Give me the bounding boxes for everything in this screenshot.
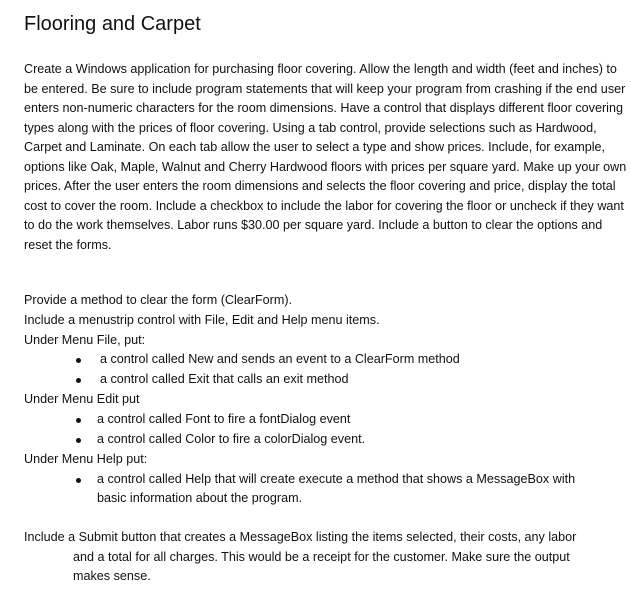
submit-line-2: and a total for all charges. This would be a receipt for the customer. Make sure the output [73,550,570,564]
page-title: Flooring and Carpet [24,13,201,35]
help-item-line2: basic information about the program. [97,491,303,505]
submit-line-1: Include a Submit button that creates a MessageBox listing the items selected, their costs, any labor [24,530,577,544]
bullet-icon [76,418,81,423]
edit-item-color: a control called Color to fire a colorDialog event. [97,432,366,446]
edit-menu-header: Under Menu Edit put [24,392,140,406]
intro-paragraph: Create a Windows application for purchasing floor covering. Allow the length and width (feet and inches) to be entered. Be sure to include program statements that will keep your program from crashing if the end user enters non-numeric characters for the room dimensions. Have a control that displays different floor covering types along with the prices of floor covering. Using a tab control, provide selections such as Hardwood, Carpet and Laminate. On each tab allow the user to select a type and show prices. Include, for example, options like Oak, Maple, Walnut and Cherry Hardwood floors with prices per square yard. Make up your own prices. After the user enters the room dimensions and selects the floor covering and price, display the total cost to cover the room. Include a checkbox to include the labor for covering the floor or uncheck if they want to do the work themselves. Labor runs $30.00 per square yard. Include a button to clear the options and reset the forms. [24,62,627,252]
bullet-icon [76,358,81,363]
help-item-line1: a control called Help that will create execute a method that shows a MessageBox with [97,472,576,486]
help-menu-header: Under Menu Help put: [24,452,148,466]
file-item-new: a control called New and sends an event to a ClearForm method [100,352,460,366]
bullet-icon [76,478,81,483]
clear-form-line: Provide a method to clear the form (ClearForm). [24,293,293,307]
submit-line-3: makes sense. [73,569,151,583]
menustrip-line: Include a menustrip control with File, Edit and Help menu items. [24,313,380,327]
file-item-exit: a control called Exit that calls an exit method [100,372,349,386]
file-menu-header: Under Menu File, put: [24,333,146,347]
edit-item-font: a control called Font to fire a fontDialog event [97,412,351,426]
bullet-icon [76,438,81,443]
bullet-icon [76,378,81,383]
